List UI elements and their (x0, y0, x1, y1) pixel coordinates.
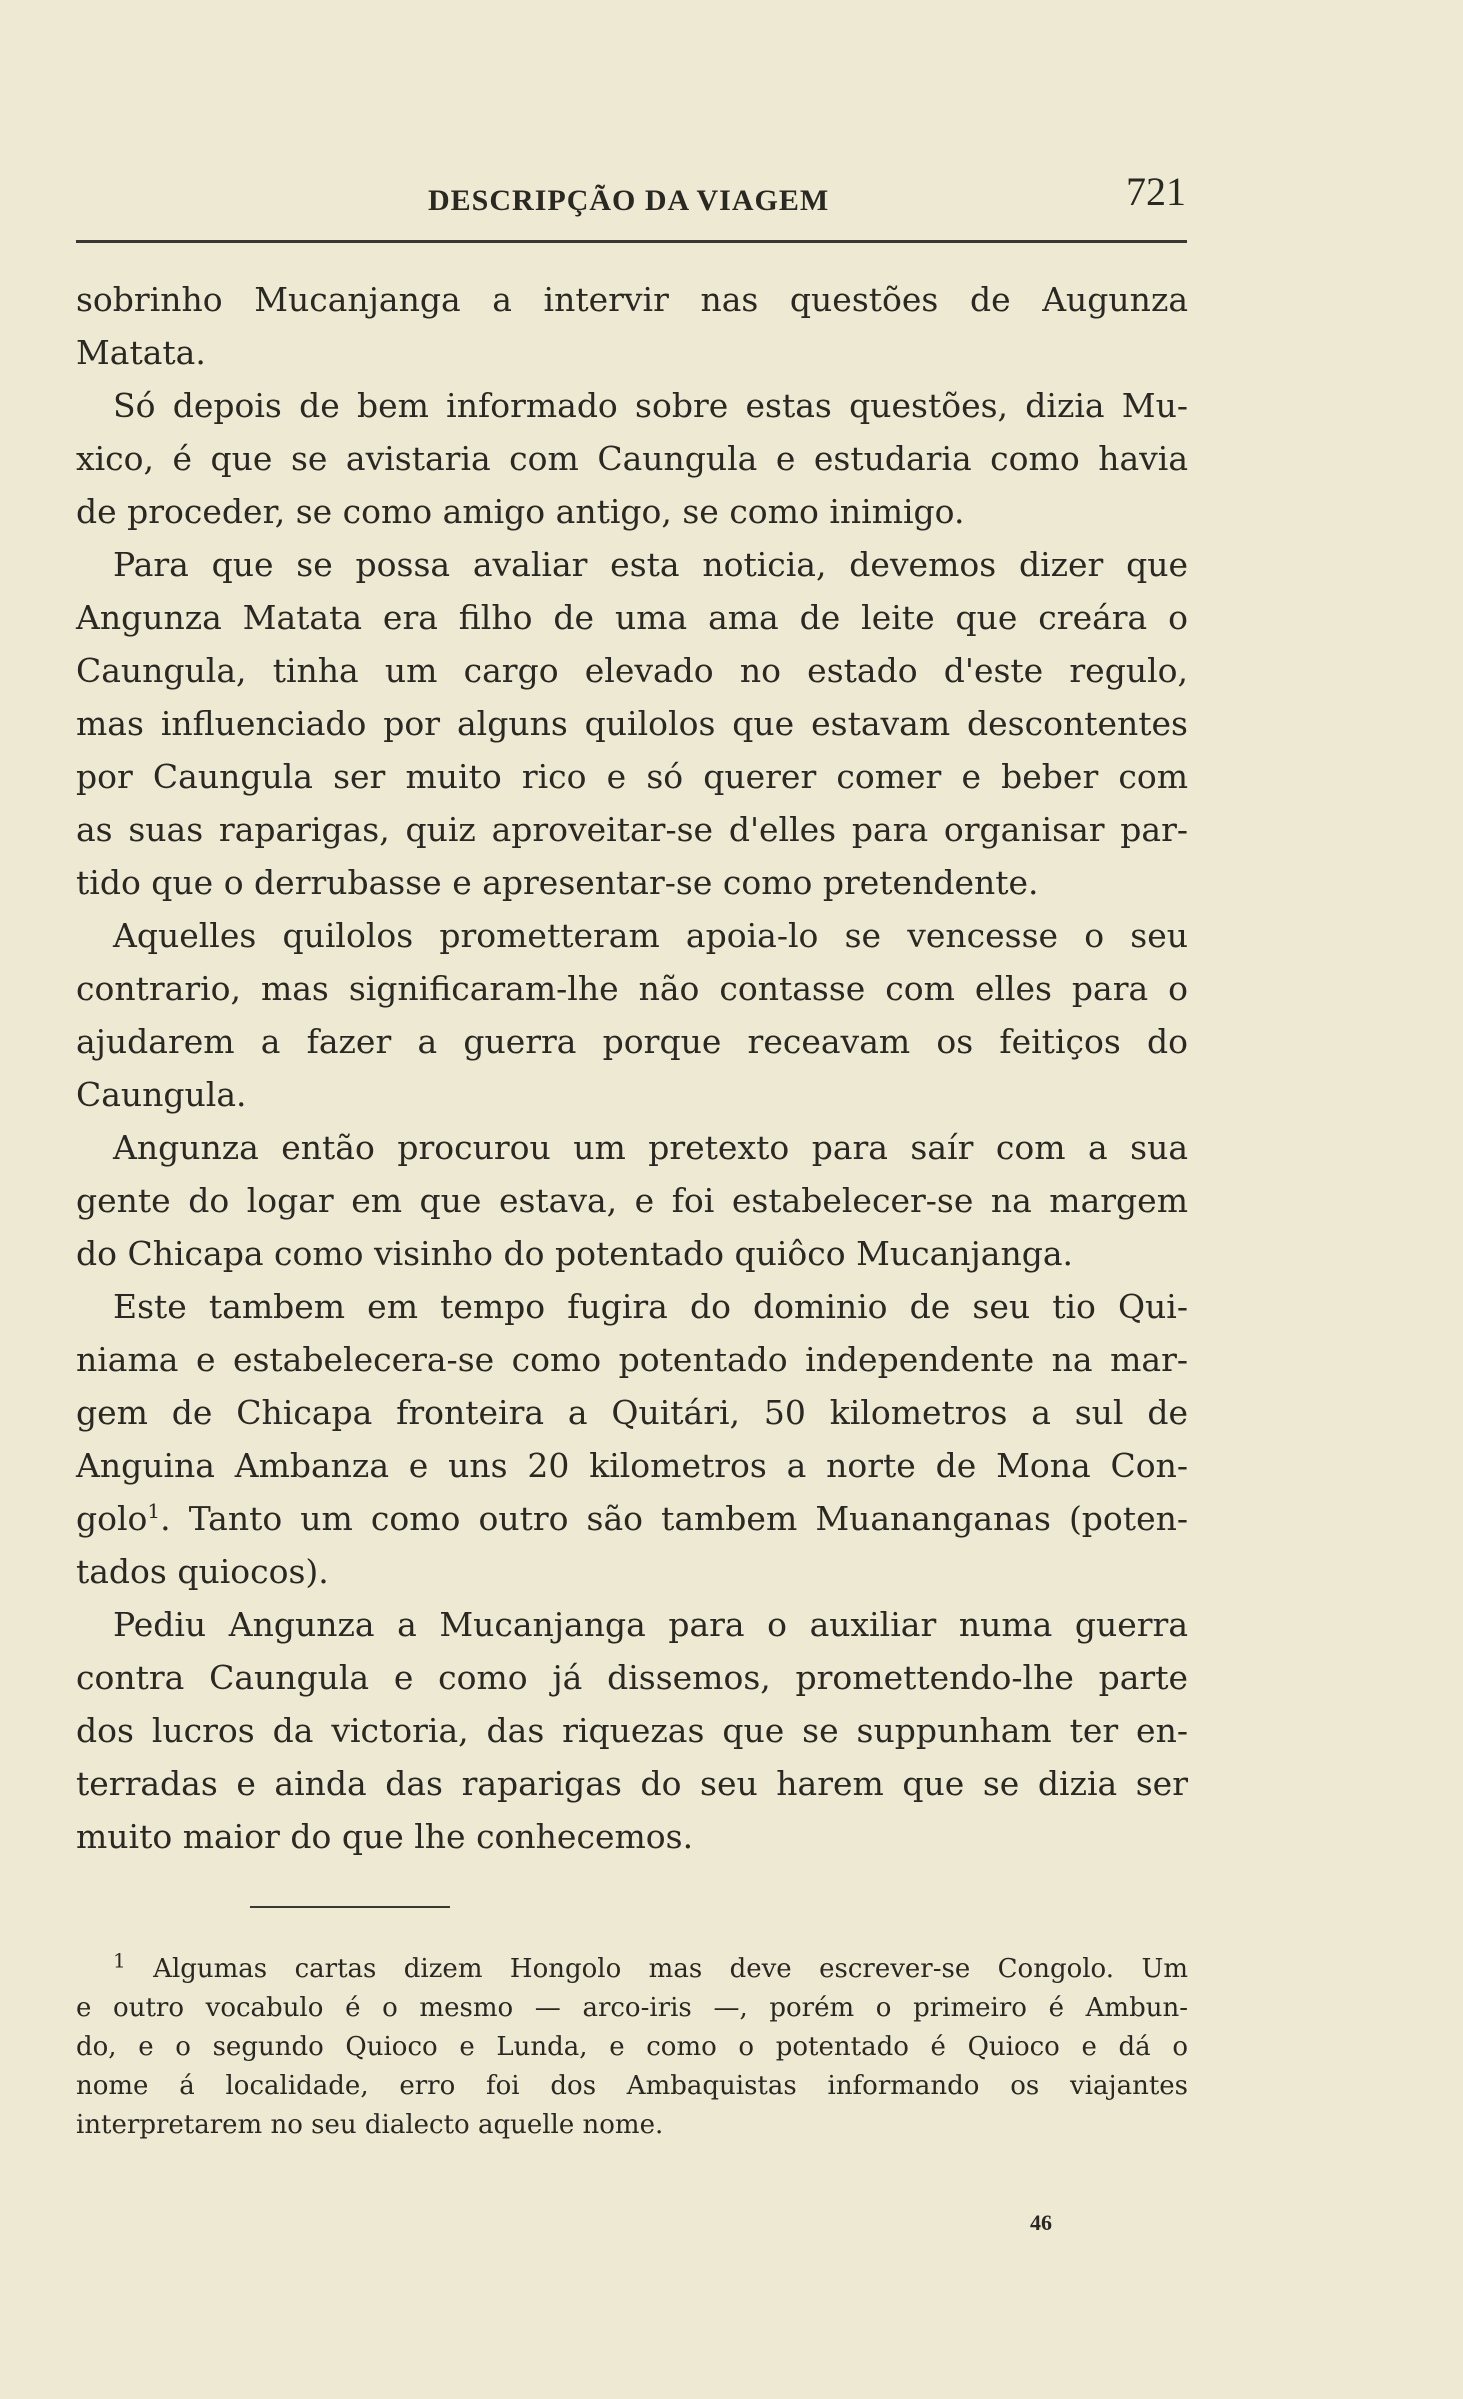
text-line: Angunza Matata era filho de uma ama de leite que creára o (76, 598, 1188, 637)
text-line: Pediu Angunza a Mucanjanga para o auxiliar numa guerra (113, 1605, 1188, 1644)
text-line: sobrinho Mucanjanga a intervir nas questões de Augunza (76, 280, 1188, 319)
text-line: dos lucros da victoria, das riquezas que se suppunham ter en- (76, 1711, 1188, 1750)
text-line: de proceder, se como amigo antigo, se como inimigo. (76, 492, 965, 531)
text-line: gente do logar em que estava, e foi estabelecer-se na margem (76, 1181, 1188, 1220)
text-line: contrario, mas significaram-lhe não contasse com elles para o (76, 969, 1188, 1008)
text-line: tados quiocos). (76, 1552, 329, 1591)
text-line: muito maior do que lhe conhecemos. (76, 1817, 694, 1856)
text-line: as suas raparigas, quiz aproveitar-se d'elles para organisar par- (76, 810, 1188, 849)
footnote-text: Algumas cartas dizem Hongolo mas deve escrever-se Congolo. Um (153, 1954, 1189, 1984)
text-line: tido que o derrubasse e apresentar-se como pretendente. (76, 863, 1039, 902)
footnote-reference: 1 (147, 1499, 161, 1523)
text-fragment: golo (76, 1499, 148, 1538)
text-line: Só depois de bem informado sobre estas questões, dizia Mu- (113, 386, 1188, 425)
text-line: Este tambem em tempo fugira do dominio de seu tio Qui- (113, 1287, 1188, 1326)
page-number: 721 (1126, 169, 1186, 214)
footnote-line: nome á localidade, erro foi dos Ambaquistas informando os viajantes (76, 2071, 1188, 2101)
text-line: Para que se possa avaliar esta noticia, devemos dizer que (113, 545, 1188, 584)
footnote (76, 1950, 1188, 2145)
text-line: por Caungula ser muito rico e só querer comer e beber com (76, 757, 1188, 796)
text-line: gem de Chicapa fronteira a Quitári, 50 kilometros a sul de (76, 1393, 1188, 1432)
running-title: DESCRIPÇÃO DA VIAGEM (428, 184, 830, 217)
text-line: contra Caungula e como já dissemos, promettendo-lhe parte (76, 1658, 1188, 1697)
text-line: Aquelles quilolos prometteram apoia-lo se vencesse o seu (113, 916, 1188, 955)
page-header (76, 168, 1186, 226)
footnote-line: e outro vocabulo é o mesmo — arco-iris —, porém o primeiro é Ambun- (76, 1993, 1188, 2023)
text-line: Anguina Ambanza e uns 20 kilometros a norte de Mona Con- (76, 1446, 1188, 1485)
text-line: Caungula, tinha um cargo elevado no estado d'este regulo, (76, 651, 1188, 690)
text-line: niama e estabelecera-se como potentado independente na mar- (76, 1340, 1188, 1379)
text-line: xico, é que se avistaria com Caungula e estudaria como havia (76, 439, 1188, 478)
text-line: terradas e ainda das raparigas do seu harem que se dizia ser (76, 1764, 1188, 1803)
printer-signature: 46 (1030, 2210, 1052, 2235)
header-rule (76, 240, 1187, 243)
text-line: do Chicapa como visinho do potentado quiôco Mucanjanga. (76, 1234, 1074, 1273)
body-text (76, 273, 1188, 1863)
text-line: mas influenciado por alguns quilolos que estavam descontentes (76, 704, 1188, 743)
text-line: Caungula. (76, 1075, 247, 1114)
text-line: Matata. (76, 333, 206, 372)
text-fragment: . Tanto um como outro são tambem Muananganas (poten- (160, 1499, 1188, 1538)
footnote-line: do, e o segundo Quioco e Lunda, e como o potentado é Quioco e dá o (76, 2032, 1188, 2062)
footnote-marker: 1 (113, 1948, 126, 1973)
text-line: ajudarem a fazer a guerra porque receavam os feitiços do (76, 1022, 1188, 1061)
text-line (76, 1492, 1188, 1545)
text-line: Angunza então procurou um pretexto para saír com a sua (113, 1128, 1188, 1167)
footnote-line: interpretarem no seu dialecto aquelle nome. (76, 2110, 664, 2140)
footnote-line (76, 1950, 1188, 1989)
footnote-rule (250, 1906, 450, 1908)
